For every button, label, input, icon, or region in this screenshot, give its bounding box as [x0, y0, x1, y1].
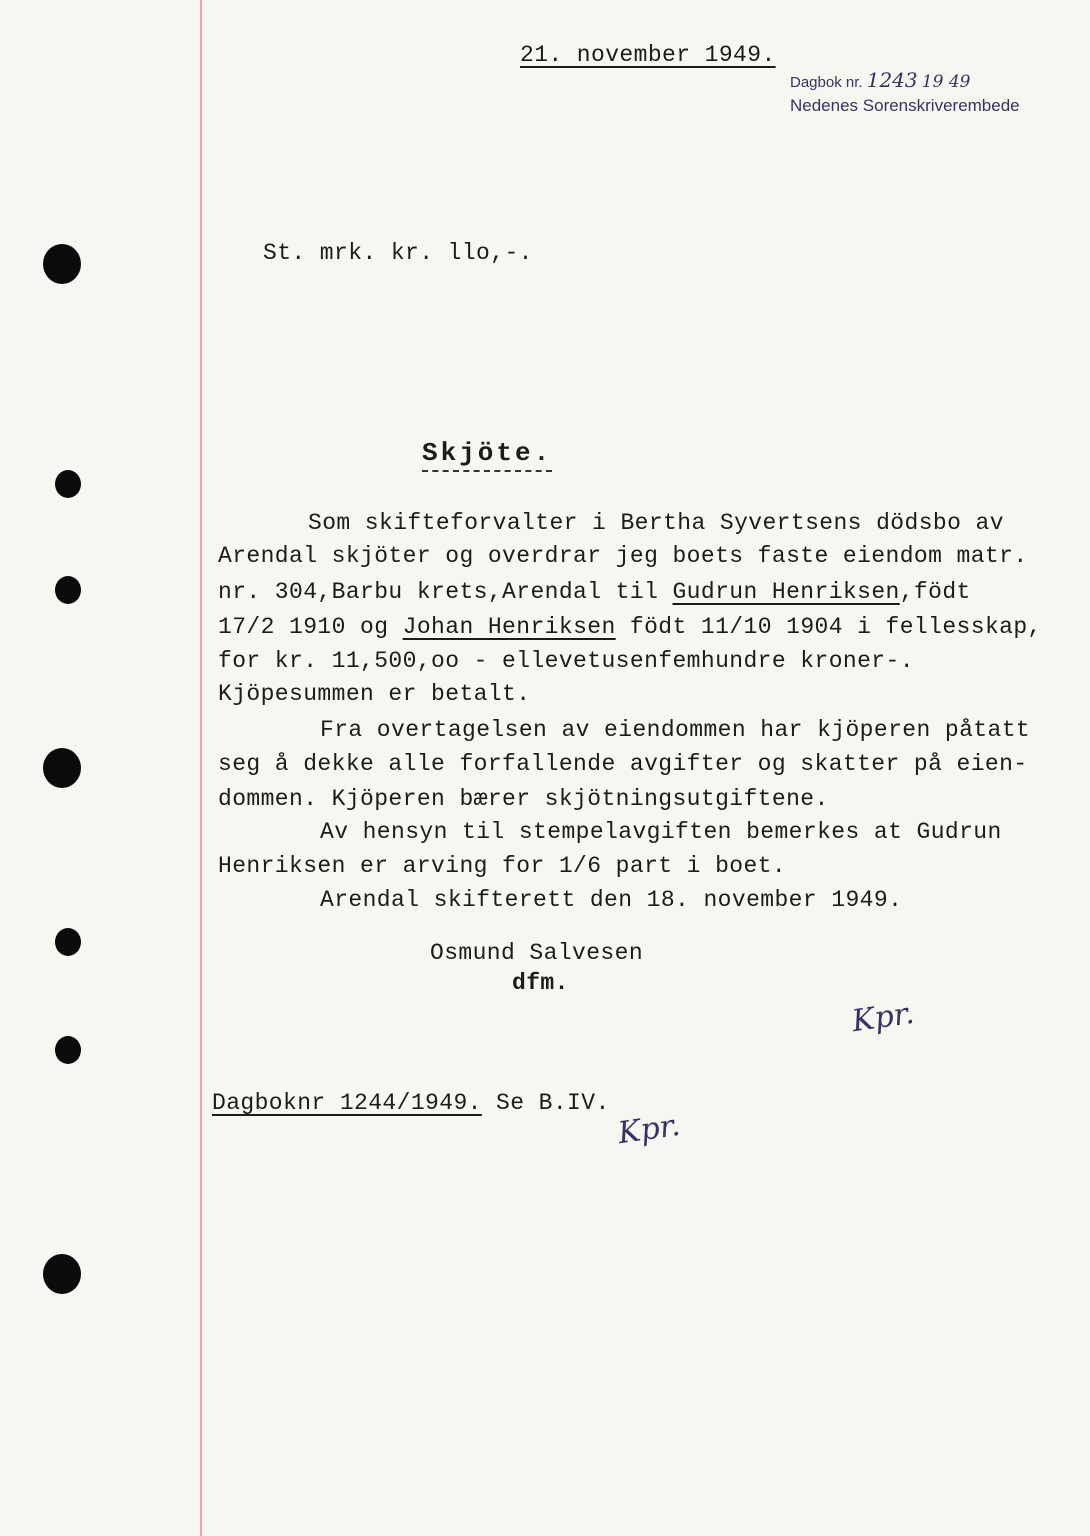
signatory-title: dfm.: [512, 970, 569, 996]
deed-title: Skjöte.: [422, 438, 552, 472]
punch-hole: [55, 1036, 81, 1064]
buyer-name: Gudrun Henriksen: [672, 579, 900, 605]
handwritten-initials: Kpr.: [849, 995, 917, 1040]
document-date: 21. november 1949.: [520, 42, 776, 68]
signatory-name: Osmund Salvesen: [430, 940, 644, 966]
body-line: nr. 304,Barbu krets,Arendal til Gudrun Henriksen,födt: [218, 579, 971, 605]
body-line: Henriksen er arving for 1/6 part i boet.: [218, 853, 787, 879]
stamp-office: Nedenes Sorenskriverembede: [790, 96, 1020, 115]
body-line: Fra overtagelsen av eiendommen har kjöperen påtatt: [320, 717, 1031, 743]
handwritten-initials: Kpr.: [615, 1107, 683, 1152]
margin-line: [200, 0, 202, 1536]
stamp-fee: St. mrk. kr. llo,-.: [263, 240, 533, 266]
punch-hole: [43, 244, 81, 284]
stamp-prefix: Dagbok nr.: [790, 74, 863, 91]
punch-hole: [55, 928, 81, 956]
stamp-year: 19 49: [921, 72, 971, 92]
body-line: seg å dekke alle forfallende avgifter og skatter på eien-: [218, 751, 1028, 777]
body-line: 17/2 1910 og Johan Henriksen födt 11/10 1904 i fellesskap,: [218, 614, 1042, 640]
dagbok-stamp: [790, 68, 970, 92]
body-line: dommen. Kjöperen bærer skjötningsutgiftene.: [218, 786, 829, 812]
body-line: Av hensyn til stempelavgiften bemerkes at Gudrun: [320, 819, 1002, 845]
punch-hole: [43, 1254, 81, 1294]
punch-hole: [43, 748, 81, 788]
body-line: Arendal skjöter og overdrar jeg boets faste eiendom matr.: [218, 543, 1028, 569]
punch-hole: [55, 470, 81, 498]
buyer-name: Johan Henriksen: [402, 614, 616, 640]
body-line: Kjöpesummen er betalt.: [218, 681, 531, 707]
punch-hole: [55, 576, 81, 604]
stamp-number: 1243: [866, 68, 918, 92]
body-line: Som skifteforvalter i Bertha Syvertsens dödsbo av: [308, 510, 1004, 536]
dagbok-reference: Dagboknr 1244/1949. Se B.IV.: [212, 1090, 610, 1116]
body-line: for kr. 11,500,oo - ellevetusenfemhundre kroner-.: [218, 648, 914, 674]
place-date: Arendal skifterett den 18. november 1949.: [320, 887, 903, 913]
